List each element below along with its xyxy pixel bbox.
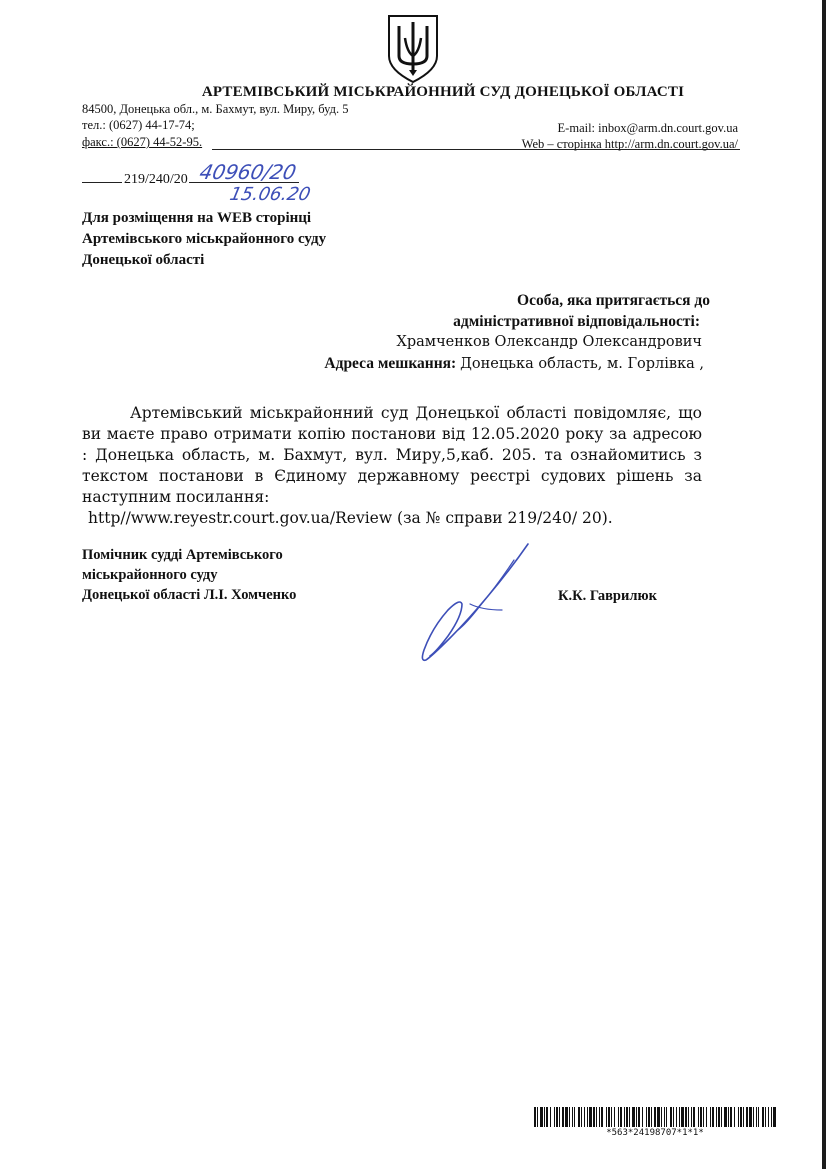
position-line: міськрайонного суду: [82, 567, 218, 583]
handwritten-signature: [410, 540, 550, 670]
court-name: АРТЕМІВСЬКИЙ МІСЬКРАЙОННИЙ СУД ДОНЕЦЬКОЇ ОБЛАСТІ: [201, 84, 685, 100]
recipient-line: Артемівського міськрайонного суду: [82, 231, 327, 247]
signer-name: К.К. Гаврилюк: [558, 588, 657, 604]
court-email: E-mail: inbox@arm.dn.court.gov.ua: [557, 121, 738, 135]
outgoing-blank: [82, 182, 122, 183]
notice-paragraph: Артемівський міськрайонний суд Донецької області повідомляє, що ви маєте право отримати копію постанови від 12.05.2020 року за адресою : Донецька область, м. Бахмут, вул. Миру,5,каб. 205. та ознайомитись з текстом постанови в Єдиному державному реєстрі судових рішень за наступним посилання:: [82, 404, 702, 506]
addressee-label-2: адміністративної відповідальності:: [453, 313, 700, 330]
court-phone: тел.: (0627) 44-17-74;: [82, 118, 195, 132]
court-fax: факс.: (0627) 44-52-95.: [82, 135, 203, 149]
position-line: Помічник судді Артемівського: [82, 547, 283, 563]
signature-position: [82, 545, 296, 605]
position-line: Донецької області Л.І. Хомченко: [82, 587, 297, 603]
handwritten-number: 40960/20: [197, 160, 299, 184]
court-web: Web – сторінка http://arm.dn.court.gov.ua/: [521, 137, 738, 151]
addressee-address: [324, 353, 704, 375]
address-value: Донецька область, м. Горлівка ,: [460, 356, 704, 372]
scan-edge: [822, 0, 826, 1169]
barcode-text: *563*24198707*1*1*: [606, 1128, 704, 1138]
handwritten-date: 15.06.20: [227, 184, 313, 205]
addressee-name: Храмченков Олександр Олександрович: [396, 334, 702, 350]
recipient-line: Для розміщення на WEB сторінці: [82, 210, 312, 226]
header-divider: [212, 149, 740, 150]
notice-body: [82, 403, 702, 529]
outgoing-number: 219/240/20: [124, 172, 188, 187]
barcode-icon: [534, 1107, 776, 1127]
trident-icon: [385, 12, 441, 84]
court-address: 84500, Донецька обл., м. Бахмут, вул. Миру, буд. 5: [82, 102, 349, 116]
address-label: Адреса мешкання:: [324, 355, 457, 372]
addressee-block: [324, 290, 710, 375]
recipient-line: Донецької області: [82, 252, 205, 268]
notice-link: http//www.reyestr.court.gov.ua/Review (за № справи 219/240/ 20).: [88, 509, 613, 527]
addressee-label-1: Особа, яка притягається до: [517, 292, 710, 309]
recipient-block: [82, 208, 326, 271]
